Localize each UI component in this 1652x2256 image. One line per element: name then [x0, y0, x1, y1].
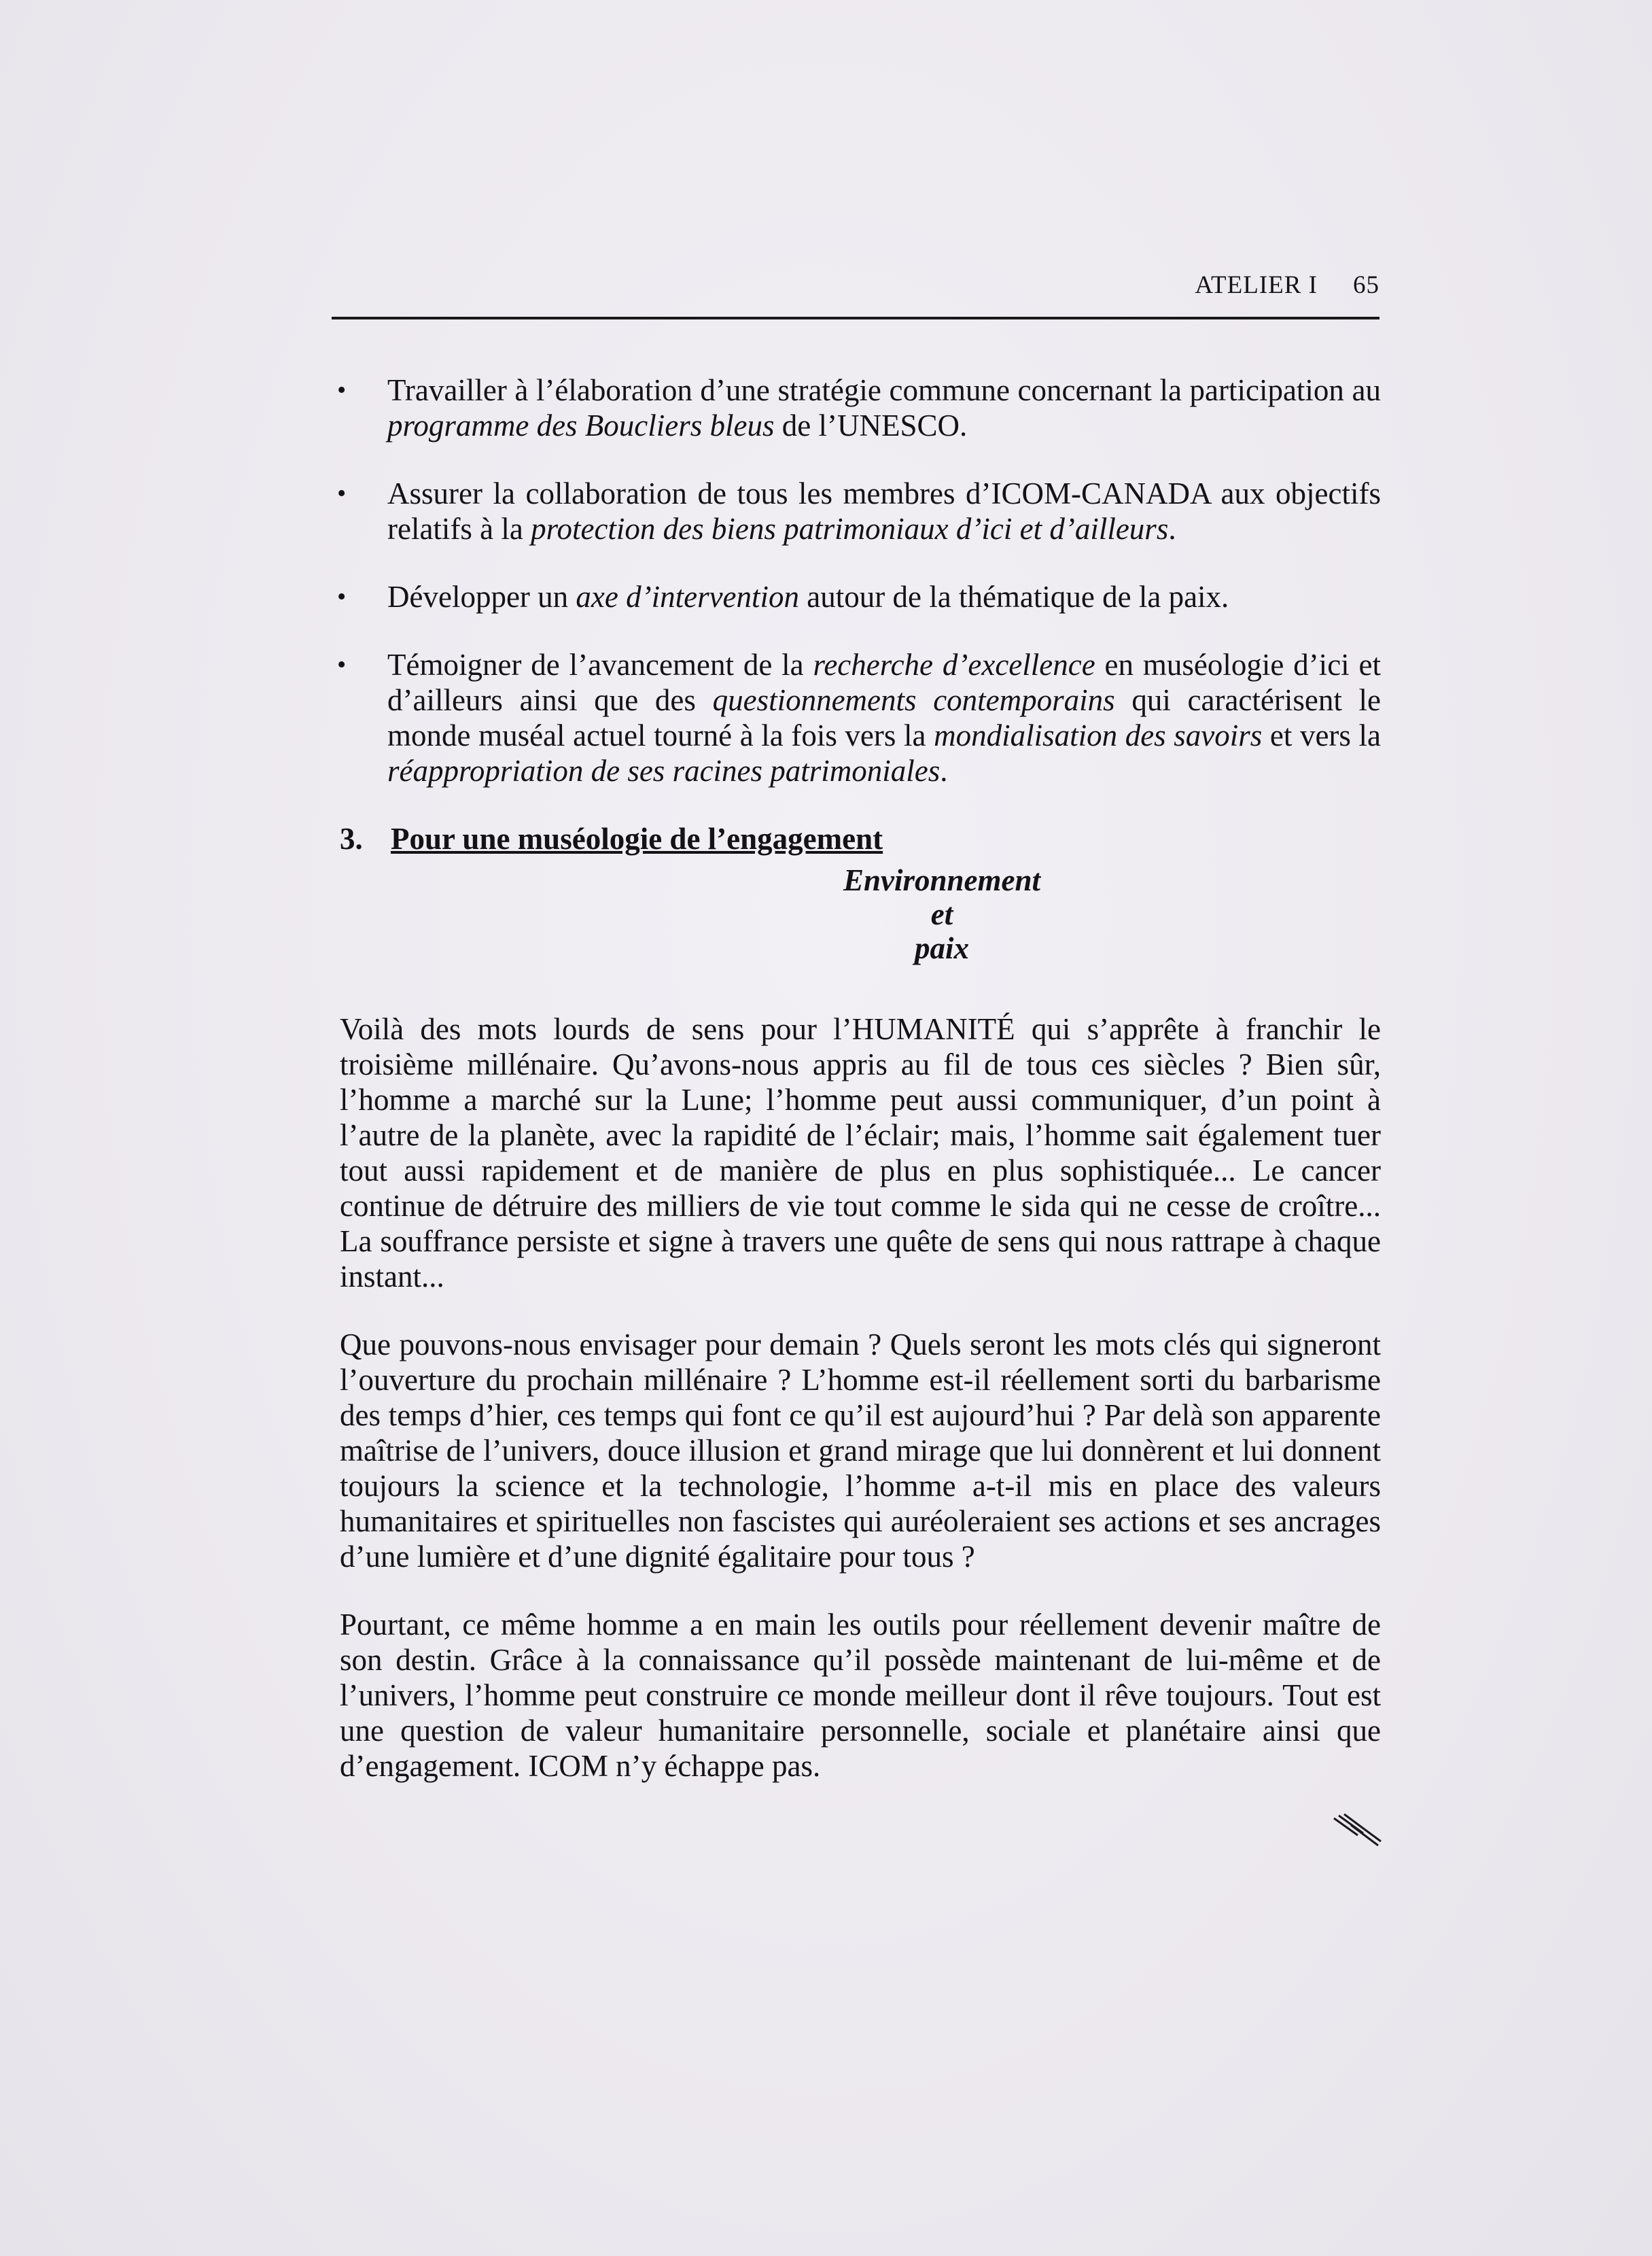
body-paragraph: Que pouvons-nous envisager pour demain ? Quels seront les mots clés qui signeront l’ouverture du prochain millénaire ? L’homme est-il réellement sorti du barbarisme des temps d’hier, ces temps qui font ce qu’il est aujourd’hui ? Par delà son apparente maîtrise de l’univers, douce illusion et grand mirage que lui donnèrent et lui donnent toujours la science et la technologie, l’homme a-t-il mis en place des valeurs humanitaires et spirituelles non fascistes qui auréoleraient ses actions et ses ancrages d’une lumière et d’une dignité égalitaire pour tous ?	[340, 1327, 1381, 1574]
subtitle-line: paix	[914, 931, 969, 965]
list-item-text: Témoigner de l’avancement de la recherche d’excellence en muséologie d’ici et d’ailleurs ainsi que des questionnements contemporains qui caractérisent le monde muséal actuel tourné à la fois vers la mondialisation des savoirs et vers la réappropriation de ses racines patrimoniales.	[387, 648, 1381, 788]
body-paragraph: Voilà des mots lourds de sens pour l’HUMANITÉ qui s’apprête à franchir le troisième millénaire. Qu’avons-nous appris au fil de tous ces siècles ? Bien sûr, l’homme a marché sur la Lune; l’homme peut aussi communiquer, d’un point à l’autre de la planète, avec la rapidité de l’éclair; mais, l’homme sait également tuer tout aussi rapidement et de manière de plus en plus sophistiquée... Le cancer continue de détruire des milliers de vie tout comme le sida qui ne cesse de croître... La souffrance persiste et signe à travers une quête de sens qui nous rattrape à chaque instant...	[340, 1012, 1381, 1294]
bullet-icon: •	[337, 583, 347, 611]
subtitle-line: Environnement	[843, 863, 1041, 897]
list-item	[337, 579, 1381, 614]
section-heading	[340, 821, 1381, 856]
body-paragraph: Pourtant, ce même homme a en main les outils pour réellement devenir maître de son destin. Grâce à la connaissance qu’il possède maintenant de lui-même et de l’univers, l’homme peut construire ce monde meilleur dont il rêve toujours. Tout est une question de valeur humanitaire personnelle, sociale et planétaire ainsi que d’engagement. ICOM n’y échappe pas.	[340, 1608, 1381, 1783]
bullet-icon: •	[337, 479, 347, 508]
header-rule	[332, 317, 1379, 319]
header-section-label: ATELIER I	[1195, 271, 1318, 299]
section-number: 3.	[340, 822, 363, 856]
page-body	[337, 372, 1381, 1816]
list-item	[337, 476, 1381, 546]
list-item-text: Assurer la collaboration de tous les membres d’ICOM-CANADA aux objectifs relatifs à la protection des biens patrimoniaux d’ici et d’ailleurs.	[387, 476, 1381, 546]
section-title: Pour une muséologie de l’engagement	[391, 822, 883, 856]
list-item	[337, 647, 1381, 788]
running-header	[332, 271, 1379, 300]
list-item-text: Travailler à l’élaboration d’une stratégie commune concernant la participation au programme des Boucliers bleus de l’UNESCO.	[387, 373, 1381, 442]
objectives-list	[337, 372, 1381, 788]
bullet-icon: •	[337, 650, 347, 679]
list-item-text: Développer un axe d’intervention autour de la thématique de la paix.	[387, 580, 1229, 614]
subtitle-block	[340, 863, 1381, 965]
pen-scribble-mark	[1331, 1811, 1385, 1852]
page-number: 65	[1353, 271, 1379, 299]
subtitle-line: et	[930, 897, 953, 931]
list-item	[337, 372, 1381, 443]
bullet-icon: •	[337, 376, 347, 404]
